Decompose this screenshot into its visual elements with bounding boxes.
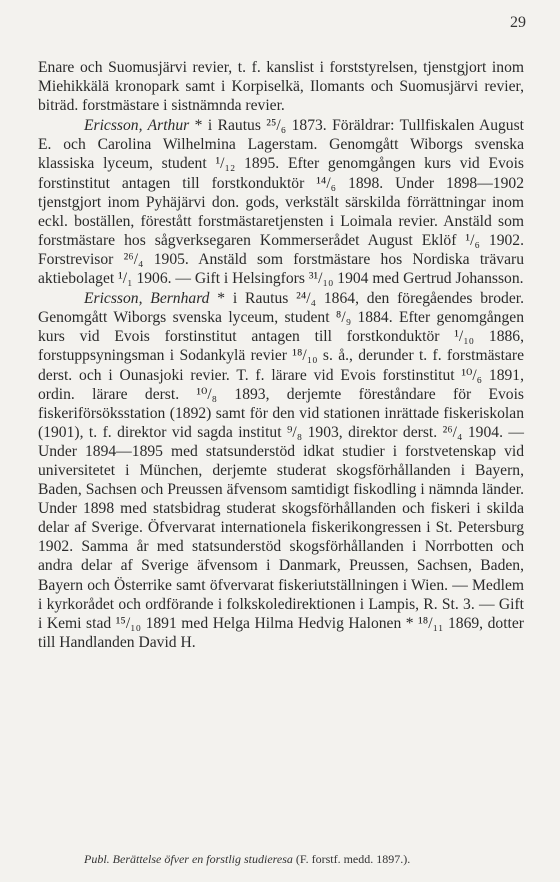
entry-name: Ericsson, Arthur <box>84 117 190 135</box>
entry-text: * i Rautus ²⁵/₆ 1873. Föräldrar: Tullfiskalen August E. och Carolina Wilhelmina Lagerstam. Genomgått Wiborgs svenska klassiska lyceum, student ¹/₁₂ 1895. Efter genomgången kurs vid Evois forstinstitut antagen till forstkonduktör ¹⁴/₆ 1898. Under 1898—1902 tjenstgjort inom Pyhäjärvi don. gods, verkstält särskilda förrättningar inom eckl. boställen, förestått forstmästaretjensten i Loimala revier. Anstäld som forstmästare hos sågverksegaren Kommerserådet August Eklöf ¹/₆ 1902. Forstrevisor ²⁶/₄ 1905. Anstäld som forstmästare hos Nordiska trävaru aktiebolaget ¹/₁ 1906. — Gift i Helsingfors ³¹/₁₀ 1904 med Gertrud Johansson. <box>38 117 524 288</box>
entry-text: Enare och Suomusjärvi revier, t. f. kanslist i forststyrelsen, tjenstgjort inom Miehikkälä kronopark samt i Korpiselkä, Ilomants och Suomusjärvi revier, biträd. forstmästare i sistnämnda revier. <box>38 59 524 115</box>
entry-text: * i Rautus ²⁴/₄ 1864, den föregåendes broder. Genomgått Wiborgs svenska lyceum, student ⁸/₉ 1884. Efter genomgången kurs vid Evois forstinstitut antagen till forstkonduktör ¹/₁₀ 1886, forstuppsyningsman i Sodankylä revier ¹⁸/₁₀ s. å., derunder t. f. forstmästare derst. och i Ounasjoki revier. T. f. lärare vid Evois forstinstitut ¹⁰/₆ 1891, ordin. lärare derst. ¹⁰/₈ 1893, derjemte föreståndare för Evois fiskeriförsöksstation (1892) samt för den vid stationen inrättade fiskeriskolan (1901), t. f. direktor vid sagda institut ⁹/₈ 1903, direktor derst. ²⁶/₄ 1904. — Under 1894—1895 med statsunderstöd idkat studier i forstvetenskap vid universitetet i München, derjemte studerat skogsförhållanden i Bayern, Baden, Sachsen och Preussen äfvensom samtidigt fiskodling i nämnda länder. Under 1898 med statsbidrag studerat skogsförhållanden och fiskeri i skilda delar af Sverige. Öfvervarat internationela fiskerikongressen i St. Petersburg 1902. Samma år med statsunderstöd skogsförhållanden i Norrbotten och andra delar af Sverige äfvensom i Danmark, Preussen, Sachsen, Baden, Bayern och Österrike samt öfvervarat fiskeriutställningen i Wien. — Medlem i kyrkorådet och ordförande i folkskoledirektionen i Lampis, R. St. 3. — Gift i Kemi stad ¹⁵/₁₀ 1891 med Helga Hilma Hedvig Halonen * ¹⁸/₁₁ 1869, dotter till Handlanden David H. <box>38 290 524 651</box>
body-text <box>38 58 524 653</box>
footnote-title: Berättelse öfver en forstlig studieresa <box>112 852 293 866</box>
footnote <box>38 852 524 867</box>
footnote-prefix: Publ. <box>84 852 113 866</box>
entry-name: Ericsson, Bernhard <box>84 290 210 308</box>
entry-bernhard-ericsson <box>38 289 524 652</box>
page-number: 29 <box>510 14 526 31</box>
entry-arthur-ericsson <box>38 116 524 288</box>
footnote-suffix: (F. forstf. medd. 1897.). <box>292 852 411 866</box>
entry-continuation <box>38 58 524 115</box>
